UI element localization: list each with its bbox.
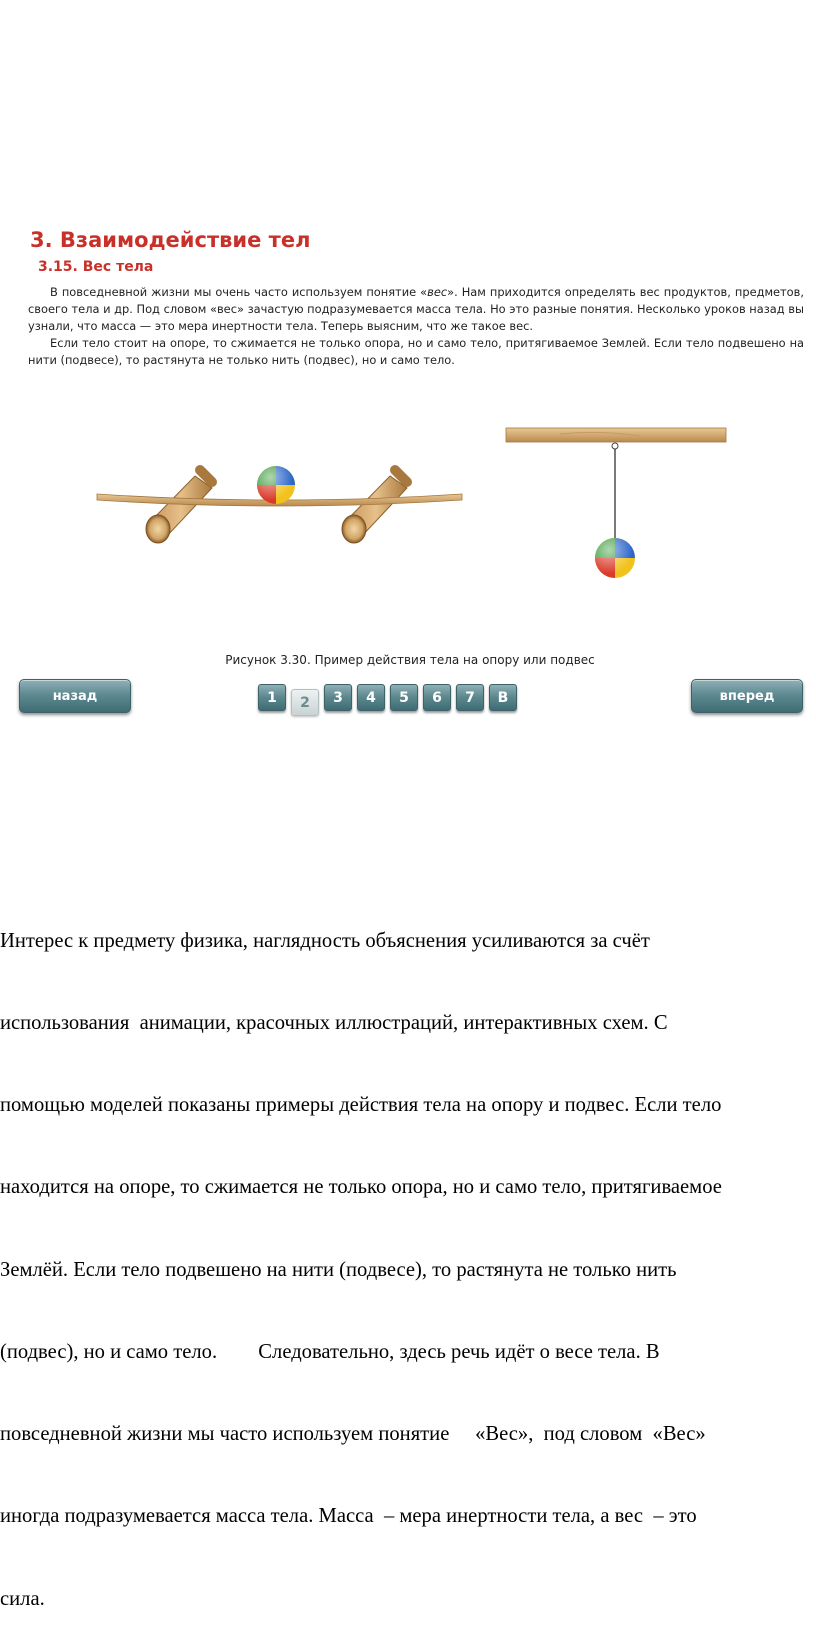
chapter-title: 3. Взаимодействие тел xyxy=(30,228,311,252)
description-text xyxy=(0,873,816,1640)
description-line: (подвес), но и само тело. Следовательно, здесь речь идёт о весе тела. В xyxy=(0,1340,660,1363)
page-button-7[interactable]: 7 xyxy=(456,684,484,711)
log-left xyxy=(146,470,212,543)
back-button[interactable]: назад xyxy=(19,679,131,713)
description-line: повседневной жизни мы часто используем понятие «Вес», под словом «Вес» xyxy=(0,1423,706,1446)
figure-caption: Рисунок 3.30. Пример действия тела на опору или подвес xyxy=(225,653,595,667)
lesson-text xyxy=(28,284,804,369)
description-line: использования анимации, красочных иллюстраций, интерактивных схем. С xyxy=(0,1012,668,1035)
ball-on-support xyxy=(257,466,295,504)
description-line: сила. xyxy=(0,1587,45,1610)
page-button-2-current[interactable]: 2 xyxy=(291,689,319,716)
page-button-4[interactable]: 4 xyxy=(357,684,385,711)
page-button-3[interactable]: 3 xyxy=(324,684,352,711)
description-line: Интерес к предмету физика, наглядность объяснения усиливаются за счёт xyxy=(0,929,650,952)
description-line: находится на опоре, то сжимается не только опора, но и само тело, притягиваемое xyxy=(0,1176,722,1199)
lesson-paragraph-2: Если тело стоит на опоре, то сжимается не только опора, но и само тело, притягиваемое Землей. Если тело подвешено на нити (подвесе), то растянута не только нить (подвес), но и само тело. xyxy=(28,336,804,367)
page-button-5[interactable]: 5 xyxy=(390,684,418,711)
page-button-6[interactable]: 6 xyxy=(423,684,451,711)
suspension-scene xyxy=(506,428,726,578)
log-right xyxy=(342,470,407,543)
description-line: помощью моделей показаны примеры действия тела на опору и подвес. Если тело xyxy=(0,1094,722,1117)
figure-illustration xyxy=(0,400,816,650)
section-title: 3.15. Вес тела xyxy=(38,259,154,275)
page-button-1[interactable]: 1 xyxy=(258,684,286,711)
ceiling-plank xyxy=(506,428,726,442)
description-line: иногда подразумевается масса тела. Масса – мера инертности тела, а вес – это xyxy=(0,1505,697,1528)
lesson-paragraph-1: В повседневной жизни мы очень часто используем понятие «вес». Нам приходится определять вес продуктов, предметов, своего тела и др. Под словом «вес» зачастую подразумевается масса тела. Но это разные понятия. Несколько уроков назад вы узнали, что масса — это мера инертности тела. Теперь выясним, что же такое вес. xyxy=(28,285,804,333)
description-line: Землёй. Если тело подвешено на нити (подвесе), то растянута не только нить xyxy=(0,1258,677,1281)
support-scene xyxy=(97,466,462,543)
page-pagination xyxy=(258,684,517,716)
hanging-ball xyxy=(595,538,635,578)
page-button-b[interactable]: B xyxy=(489,684,517,711)
forward-button[interactable]: вперед xyxy=(691,679,803,713)
